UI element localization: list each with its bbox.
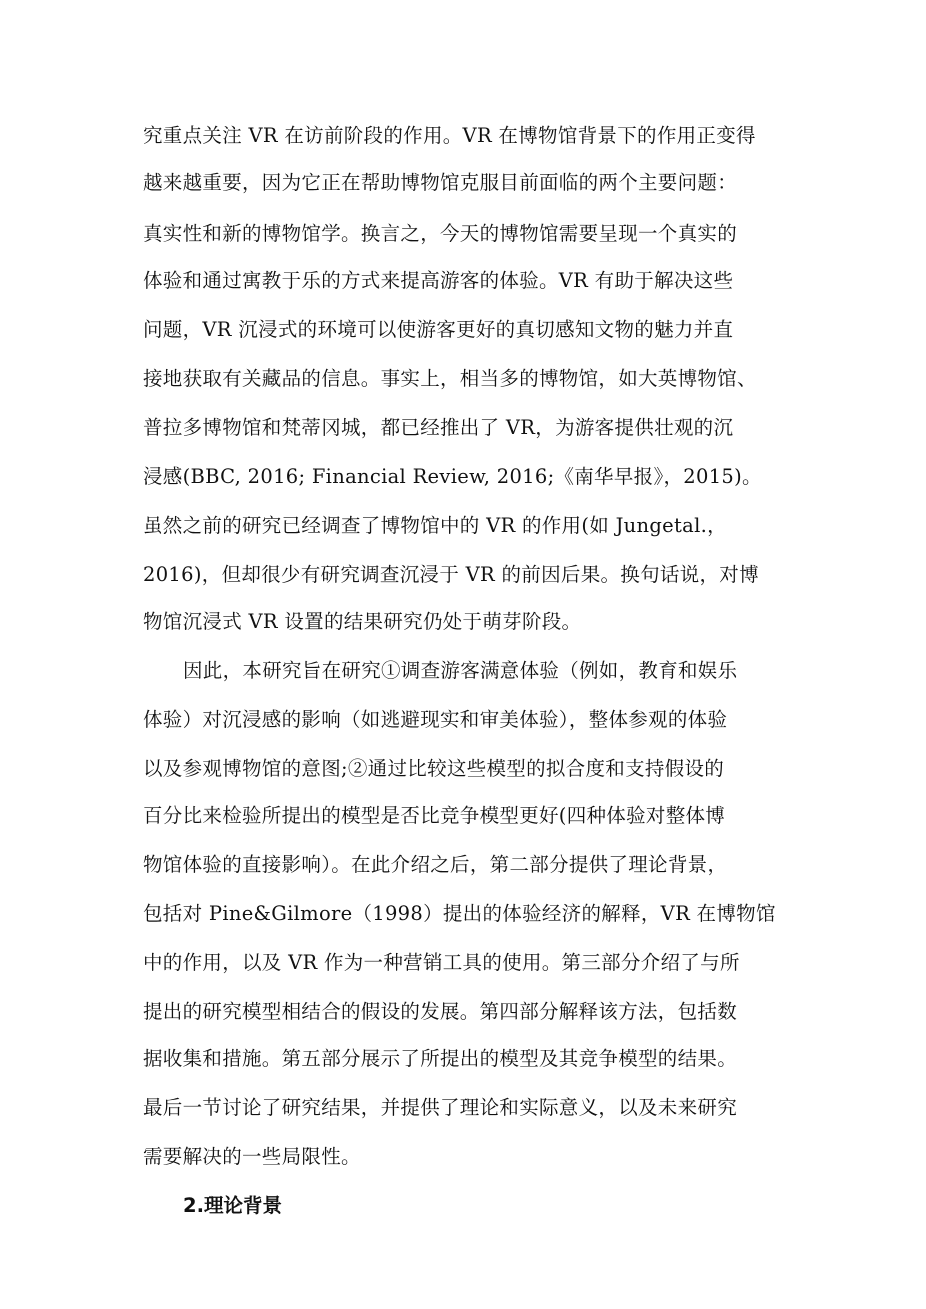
paragraph-1-line-8: 浸感(BBC, 2016; Financial Review, 2016;《南华早报》，2015)。 bbox=[143, 465, 762, 488]
section-heading: 2.理论背景 bbox=[183, 1194, 282, 1217]
paragraph-1-line-11: 物馆沉浸式 VR 设置的结果研究仍处于萌芽阶段。 bbox=[143, 610, 582, 633]
paragraph-2-line-8: 提出的研究模型相结合的假设的发展。第四部分解释该方法，包括数 bbox=[143, 1000, 738, 1023]
paragraph-2-line-2: 体验）对沉浸感的影响（如逃避现实和审美体验），整体参观的体验 bbox=[143, 708, 728, 731]
paragraph-1-line-6: 接地获取有关藏品的信息。事实上，相当多的博物馆，如大英博物馆、 bbox=[143, 367, 757, 390]
paragraph-2-line-9: 据收集和措施。第五部分展示了所提出的模型及其竞争模型的结果。 bbox=[143, 1047, 738, 1070]
paragraph-1-line-10: 2016)，但却很少有研究调查沉浸于 VR 的前因后果。换句话说，对博 bbox=[143, 563, 759, 586]
paragraph-1-line-1: 究重点关注 VR 在访前阶段的作用。VR 在博物馆背景下的作用正变得 bbox=[143, 124, 756, 147]
paragraph-2-line-4: 百分比来检验所提出的模型是否比竞争模型更好(四种体验对整体博 bbox=[143, 804, 726, 827]
paragraph-2-line-6: 包括对 Pine&Gilmore（1998）提出的体验经济的解释，VR 在博物馆 bbox=[143, 902, 776, 925]
paragraph-2-line-10: 最后一节讨论了研究结果，并提供了理论和实际意义，以及未来研究 bbox=[143, 1096, 738, 1119]
paragraph-2-line-11: 需要解决的一些局限性。 bbox=[143, 1145, 361, 1168]
paragraph-2-line-7: 中的作用，以及 VR 作为一种营销工具的使用。第三部分介绍了与所 bbox=[143, 951, 740, 974]
paragraph-1-line-7: 普拉多博物馆和梵蒂冈城，都已经推出了 VR，为游客提供壮观的沉 bbox=[143, 416, 734, 439]
paragraph-1-line-4: 体验和通过寓教于乐的方式来提高游客的体验。VR 有助于解决这些 bbox=[143, 269, 734, 292]
paragraph-2-line-3: 以及参观博物馆的意图;②通过比较这些模型的拟合度和支持假设的 bbox=[143, 757, 725, 780]
paragraph-1-line-5: 问题，VR 沉浸式的环境可以使游客更好的真切感知文物的魅力并直 bbox=[143, 318, 734, 341]
paragraph-1-line-9: 虽然之前的研究已经调查了博物馆中的 VR 的作用(如 Jungetal.， bbox=[143, 514, 727, 537]
paragraph-2-line-5: 物馆体验的直接影响）。在此介绍之后，第二部分提供了理论背景， bbox=[143, 853, 728, 876]
paragraph-1-line-2: 越来越重要，因为它正在帮助博物馆克服目前面临的两个主要问题： bbox=[143, 171, 738, 194]
paragraph-2-line-1: 因此，本研究旨在研究①调查游客满意体验（例如，教育和娱乐 bbox=[183, 659, 738, 682]
paragraph-1-line-3: 真实性和新的博物馆学。换言之，今天的博物馆需要呈现一个真实的 bbox=[143, 222, 738, 245]
